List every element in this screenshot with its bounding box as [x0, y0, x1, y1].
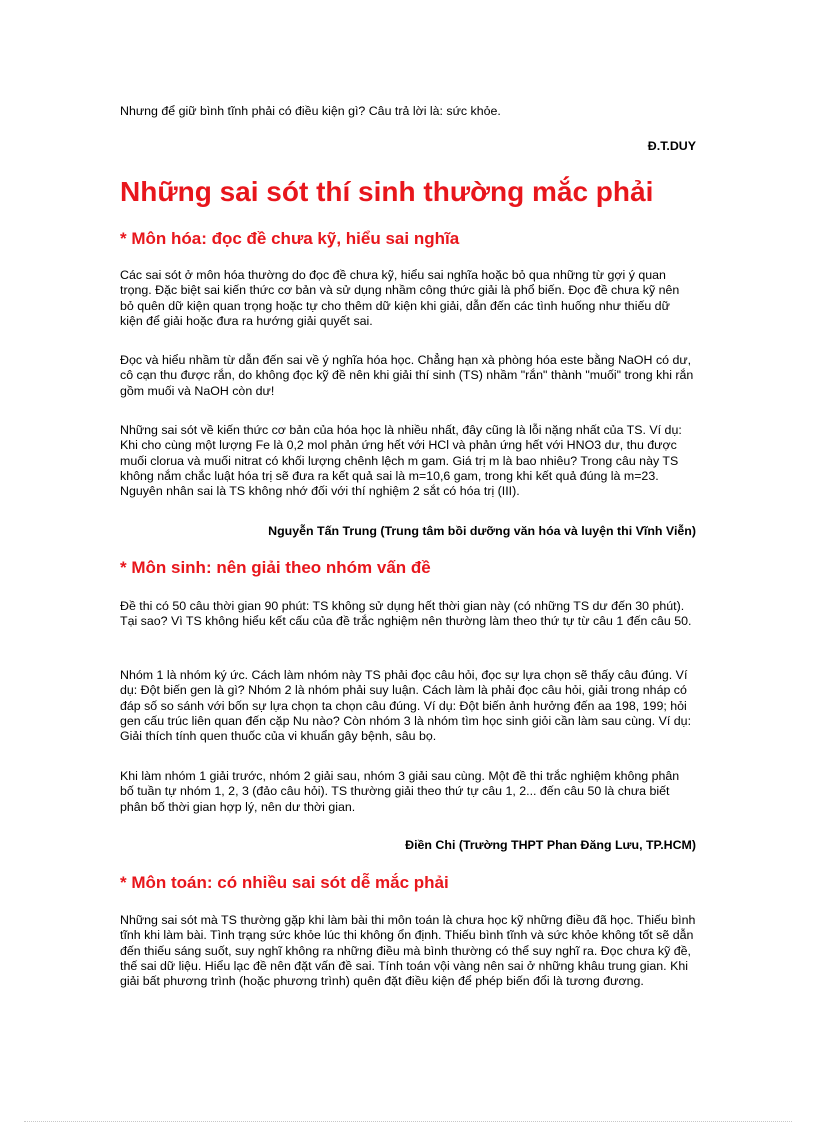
intro-text: Nhưng để giữ bình tĩnh phải có điều kiện gì? Câu trả lời là: sức khỏe. [120, 104, 501, 118]
page-bottom-rule [24, 1121, 792, 1122]
chemistry-paragraph-2: Đọc và hiểu nhầm từ dẫn đến sai về ý nghĩa hóa học. Chẳng hạn xà phòng hóa este bằng NaOH có dư, cô cạn thu được rắn, do không đọc kỹ đề nên khi giải thí sinh (TS) nhầm "rắn" thành "muối" trong khi rắn gồm muối và NaOH còn dư! [120, 353, 694, 398]
chemistry-heading: * Môn hóa: đọc đề chưa kỹ, hiểu sai nghĩa [120, 229, 460, 248]
article-title: Những sai sót thí sinh thường mắc phải [120, 176, 654, 207]
math-heading: * Môn toán: có nhiều sai sót dễ mắc phải [120, 873, 449, 892]
biology-paragraph-1: Đề thi có 50 câu thời gian 90 phút: TS không sử dụng hết thời gian này (có những TS dư đến 30 phút). Tại sao? Vì TS không hiểu kết cấu của đề trắc nghiệm nên thường làm theo thứ tự từ câu 1 đến câu 50. [120, 599, 692, 629]
math-paragraph-1: Những sai sót mà TS thường gặp khi làm bài thi môn toán là chưa học kỹ những điều đã học. Thiếu bình tĩnh khi làm bài. Tình trạng sức khỏe lúc thi không ổn định. Thiếu bình tĩnh và sức khỏe không tốt sẽ dẫn đến thiếu sáng suốt, suy nghĩ không ra những điều mà bình thường có thể suy nghĩ ra. Đọc chưa kỹ đề, thế sai dữ liệu. Hiểu lạc đề nên đặt vấn đề sai. Tính toán vội vàng nên sai ở những khâu trung gian. Khi giải bất phương trình (hoặc phương trình) quên đặt điều kiện để phép biến đổi là tương đương. [120, 913, 696, 989]
intro-author: Đ.T.DUY [647, 139, 696, 153]
biology-heading: * Môn sinh: nên giải theo nhóm vấn đề [120, 558, 431, 577]
biology-paragraph-2: Nhóm 1 là nhóm ký ức. Cách làm nhóm này TS phải đọc câu hỏi, đọc sự lựa chọn sẽ thấy câu đúng. Ví dụ: Đột biến gen là gì? Nhóm 2 là nhóm phải suy luận. Cách làm là phải đọc câu hỏi, giải trong nháp có đáp số so sánh với bốn sự lựa chọn ta chọn câu đúng. Ví dụ: Đột biến ảnh hưởng đến aa 198, 199; hỏi gen cấu trúc liên quan đến cặp Nu nào? Còn nhóm 3 là nhóm tìm học sinh giỏi cần làm sau cùng. Ví dụ: Giải thích tính quen thuốc của vi khuẩn gây bệnh, sâu bọ. [120, 668, 692, 744]
biology-paragraph-3: Khi làm nhóm 1 giải trước, nhóm 2 giải sau, nhóm 3 giải sau cùng. Một đề thi trắc nghiệm không phân bố tuần tự nhóm 1, 2, 3 (đảo câu hỏi). TS thường giải theo thứ tự câu 1, 2... đến câu 50 là chưa biết phân bố thời gian hợp lý, nên dư thời gian. [120, 769, 680, 814]
chemistry-paragraph-3: Những sai sót về kiến thức cơ bản của hóa học là nhiều nhất, đây cũng là lỗi nặng nhất của TS. Ví dụ: Khi cho cùng một lượng Fe là 0,2 mol phản ứng hết với HCl và phản ứng hết với HNO3 dư, thu được muối clorua và muối nitrat có khối lượng chênh lệch m gam. Giá trị m là bao nhiêu? Trong câu này TS không nắm chắc luật hóa trị sẽ đưa ra kết quả sai là m=10,6 gam, trong khi kết quả đúng là m=23. Nguyên nhân sai là TS không nhớ đối với thí nghiệm 2 sắt có hóa trị (III). [120, 423, 682, 499]
chemistry-author: Nguyễn Tấn Trung (Trung tâm bồi dưỡng văn hóa và luyện thi Vĩnh Viễn) [268, 524, 696, 538]
chemistry-paragraph-1: Các sai sót ở môn hóa thường do đọc đề chưa kỹ, hiểu sai nghĩa hoặc bỏ qua những từ gợi ý quan trọng. Đặc biệt sai kiến thức cơ bản và sử dụng nhầm công thức giải là phổ biến. Đọc đề chưa kỹ nên bỏ quên dữ kiện quan trọng hoặc tự cho thêm dữ kiện khi giải, dẫn đến các tình huống như thiếu dữ kiện để giải hoặc đưa ra hướng giải quyết sai. [120, 268, 680, 328]
biology-author: Điền Chi (Trường THPT Phan Đăng Lưu, TP.HCM) [405, 838, 696, 852]
